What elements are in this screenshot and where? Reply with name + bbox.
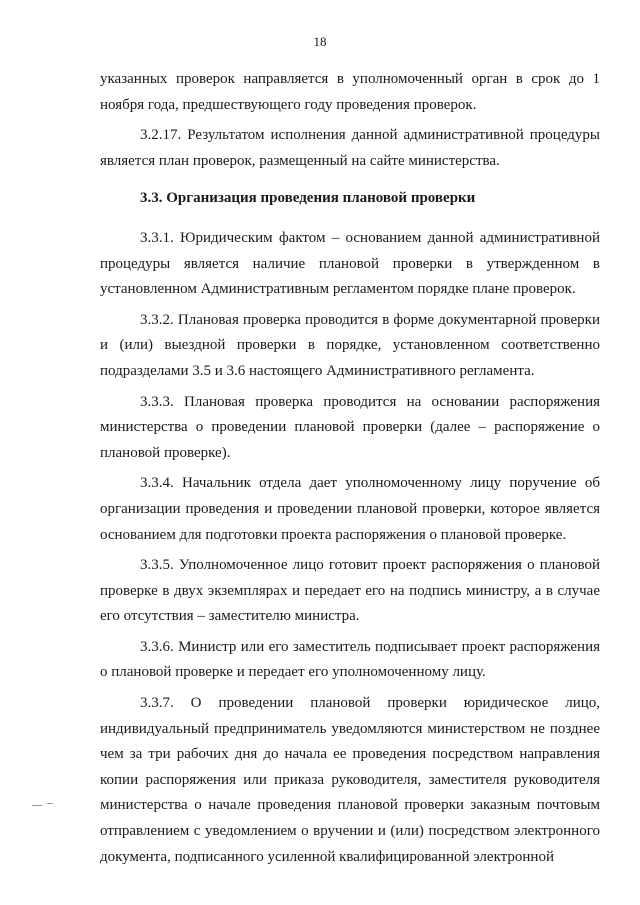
paragraph-3-3-2: 3.3.2. Плановая проверка проводится в форме документарной проверки и (или) выездной проверки в порядке, установленном соответственно подразделами 3.5 и 3.6 настоящего Административного регламента. [100,311,600,379]
page-number: 18 [313,34,327,49]
scan-artifact-mark [32,805,42,806]
paragraph-3-3-4: 3.3.4. Начальник отдела дает уполномоченному лицу поручение об организации проведения и проведении плановой проверки, которое является основанием для подготовки проекта распоряжения о плановой проверке. [100,475,600,543]
paragraph-3-3-1: 3.3.1. Юридическим фактом – основанием данной административной процедуры является наличие плановой проверки в утвержденном в установленном Административным регламентом порядке плане проверок. [100,229,600,298]
scan-artifact-mark [47,803,53,804]
paragraph-3-3-6: 3.3.6. Министр или его заместитель подписывает проект распоряжения о плановой проверке и передает его уполномоченному лицу. [100,638,600,681]
section-heading: 3.3. Организация проведения плановой проверки [140,190,476,207]
paragraph-3-3-5: 3.3.5. Уполномоченное лицо готовит проект распоряжения о плановой проверке в двух экземплярах и передает его на подпись министру, а в случае его отсутствия – заместителю министра. [100,557,600,625]
paragraph-3-2-17: 3.2.17. Результатом исполнения данной административной процедуры является план проверок, размещенный на сайте министерства. [100,127,600,169]
paragraph-3-3-7: 3.3.7. О проведении плановой проверки юридическое лицо, индивидуальный предприниматель уведомляются министерством не позднее чем за три рабочих дня до начала ее проведения посредством направления копии распоряжения или приказа руководителя, заместителя руководителя министерства о начале проведения плановой проверки заказным почтовым отправлением с уведомлением о вручении и (или) посредством электронного документа, подписанного усиленной квалифицированной электронной [100,695,600,865]
paragraph-3-3-3: 3.3.3. Плановая проверка проводится на основании распоряжения министерства о проведении плановой проверки (далее – распоряжение о плановой проверке). [100,393,600,461]
paragraph-continuation: указанных проверок направляется в уполномоченный орган в срок до 1 ноября года, предшествующего году проведения проверок. [100,71,600,113]
document-body [100,67,600,875]
